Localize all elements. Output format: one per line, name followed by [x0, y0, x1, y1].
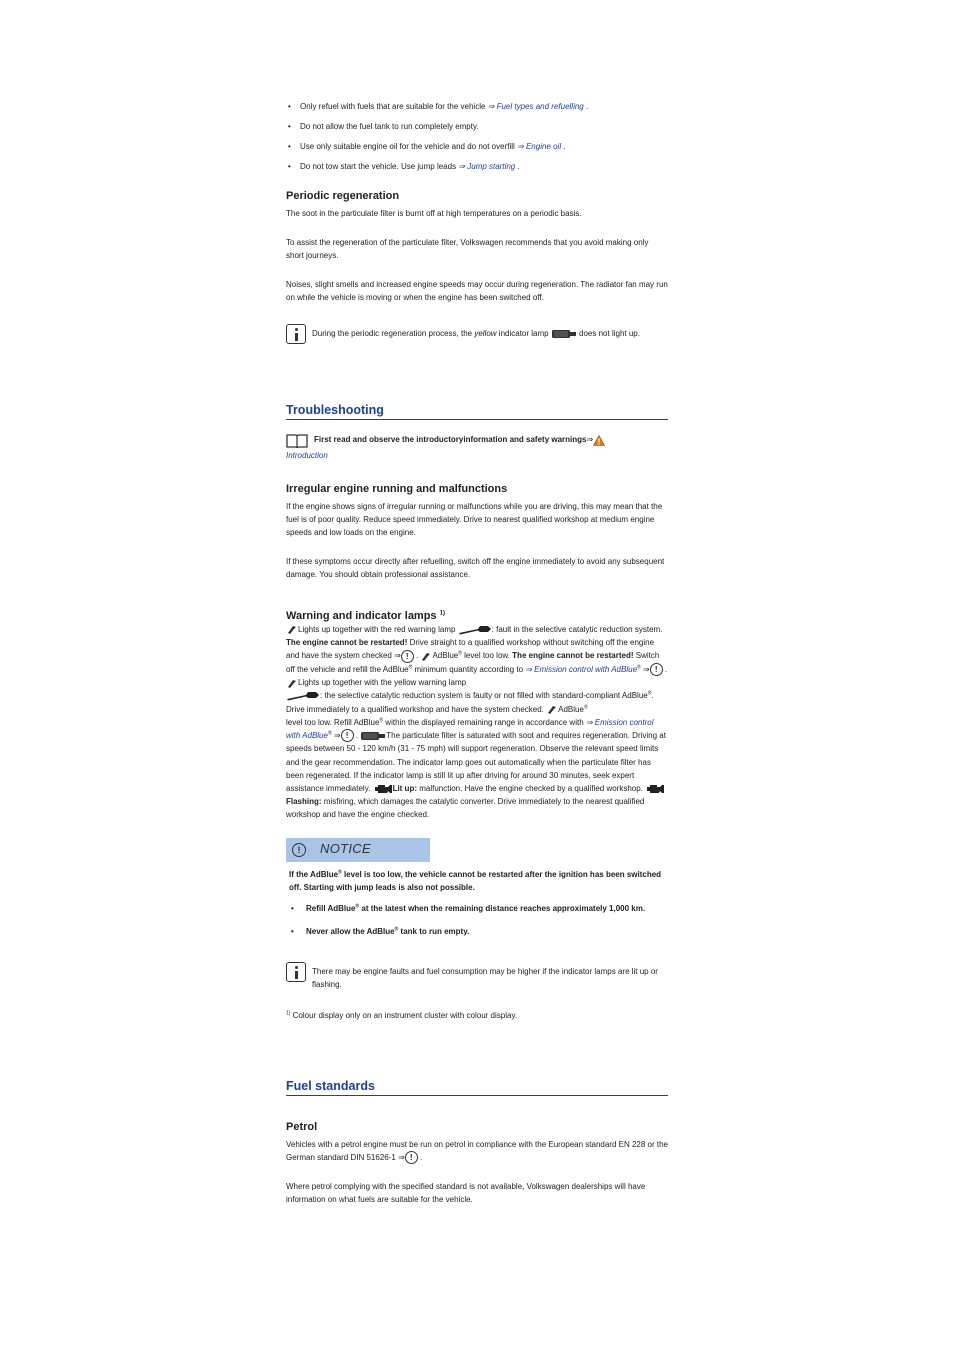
list-item: • Never allow the AdBlue® tank to run empty.	[289, 925, 668, 938]
wrench-icon	[458, 625, 492, 635]
info-note: During the periodic regeneration process, the yellow indicator lamp does not light up.	[286, 322, 668, 340]
list-item: • Do not allow the fuel tank to run completely empty.	[286, 120, 668, 133]
link-fuel-types[interactable]: ⇒ Fuel types and refuelling	[487, 102, 584, 111]
notice-reference-icon[interactable]: !	[405, 1151, 418, 1164]
read-first-note: First read and observe the introductoryinformation and safety warnings⇒	[286, 432, 668, 448]
heading-petrol: Petrol	[286, 1120, 318, 1133]
notice-reference-icon[interactable]: !	[650, 663, 663, 676]
link-jump-starting[interactable]: ⇒ Jump starting	[458, 162, 516, 171]
notice-reference-icon[interactable]: !	[401, 650, 414, 663]
manual-page	[286, 100, 668, 1218]
notice-body: If the AdBlue® level is too low, the vehicle cannot be restarted after the ignition has been switched off. Starting with jump leads is also not possible. • Refill AdBlue® at the latest when the remaining distance reaches approximately 1,000 km. • Never allow the AdBlue® tank to run empty.	[286, 868, 668, 938]
notice-title: NOTICE	[320, 840, 371, 856]
notice-box	[286, 838, 430, 862]
info-note: There may be engine faults and fuel consumption may be higher if the indicator lamps are lit up or flashing.	[286, 960, 668, 991]
engine-icon	[645, 783, 665, 795]
paragraph: If the engine shows signs of irregular running or malfunctions while you are driving, this may mean that the fuel is of poor quality. Reduce speed immediately. Drive to nearest qualified workshop at medium engine speeds and low loads on the engine.	[286, 502, 663, 537]
adblue-pump-icon	[420, 651, 432, 662]
link-emission-control-adblue[interactable]: ⇒ Emission control with AdBlue	[286, 717, 654, 740]
adblue-pump-icon	[286, 624, 298, 635]
particulate-filter-icon	[360, 730, 386, 742]
wrench-icon	[286, 691, 320, 701]
link-introduction[interactable]: Introduction	[286, 451, 328, 460]
list-item: • Use only suitable engine oil for the vehicle and do not overfill ⇒ Engine oil .	[286, 140, 668, 153]
exclamation-circle-icon: !	[292, 843, 306, 857]
list-item: • Only refuel with fuels that are suitable for the vehicle ⇒ Fuel types and refuelling .	[286, 100, 668, 113]
engine-icon	[373, 783, 393, 795]
paragraph: If these symptoms occur directly after refuelling, switch off the engine immediately to avoid any subsequent damage. You should obtain professional assistance.	[286, 557, 665, 579]
notice-reference-icon[interactable]: !	[341, 729, 354, 742]
heading-periodic-regeneration: Periodic regeneration	[286, 190, 400, 202]
info-icon	[286, 324, 306, 344]
paragraph: To assist the regeneration of the particulate filter, Volkswagen recommends that you avoid making only short journeys.	[286, 238, 649, 260]
heading-fuel-standards: Fuel standards	[286, 1078, 668, 1096]
adblue-pump-icon	[546, 704, 558, 715]
precaution-list	[286, 100, 668, 173]
paragraph: Where petrol complying with the specified standard is not available, Volkswagen dealerships will have information on what fuels are suitable for the vehicle.	[286, 1182, 646, 1204]
paragraph: The soot in the particulate filter is burnt off at high temperatures on a periodic basis.	[286, 209, 582, 218]
heading-warning-lamps: Warning and indicator lamps $^{1)}$	[286, 610, 445, 622]
link-engine-oil[interactable]: ⇒ Engine oil	[517, 142, 562, 151]
list-item: • Refill AdBlue® at the latest when the remaining distance reaches approximately 1,000 km.	[289, 902, 668, 915]
link-emission-control-adblue[interactable]: ⇒ Emission control with AdBlue	[525, 664, 638, 674]
list-item: • Do not tow start the vehicle. Use jump leads ⇒ Jump starting .	[286, 160, 668, 173]
heading-troubleshooting: Troubleshooting	[286, 402, 668, 420]
warning-triangle-icon	[593, 435, 605, 446]
info-icon	[286, 962, 306, 982]
paragraph: Vehicles with a petrol engine must be run on petrol in compliance with the European standard EN 228 or the German standard DIN 51626-1 ⇒ ! .	[286, 1139, 669, 1162]
particulate-filter-icon	[551, 328, 577, 340]
warning-lamps-text: Lights up together with the red warning lamp : fault in the selective catalytic reduction system. The engine cannot be restarted! Drive straight to a qualified workshop without switching off the engine and have the system checked ⇒ ! . AdBlue® level too low. The engine cannot be restarted! Switch off the vehicle and refill the AdBlue® minimum quantity according to ⇒ Emission control with AdBlue® ⇒ ! . Lights up together with the yellow warning lamp : the selective catalytic reduction system is faulty or not filled with standard-compliant AdBlue®. Drive immediately to a qualified workshop and have the system checked. AdBlue® level too low. Refill AdBlue® within the displayed remaining range in accordance with ⇒ Emission control with AdBlue® ⇒ ! . The particulate filter is saturated with soot and requires regeneration. Driving at speeds between 50 - 120 km/h (31 - 75 mph) will support regeneration. Observe the relevant speed limits and the gear recommendation. The indicator lamp goes out automatically when the particulate filter has been regenerated. If the indicator lamp is still lit up after driving for around 30 minutes, seek expert assistance immediately. Lit up: malfunction. Have the engine checked by a qualified workshop. Flashing: misfiring, which damages the catalytic converter. Drive immediately to the nearest qualified workshop and have the engine checked.	[286, 625, 668, 820]
paragraph: Noises, slight smells and increased engine speeds may occur during regeneration. The radiator fan may run on while the vehicle is moving or when the engine has been switched off.	[286, 280, 668, 302]
adblue-pump-icon	[286, 678, 298, 689]
book-icon	[286, 432, 308, 448]
heading-irregular-running: Irregular engine running and malfunctions	[286, 483, 508, 495]
footnote: $^{1)}$ Colour display only on an instrument cluster with colour display.	[286, 1009, 518, 1020]
